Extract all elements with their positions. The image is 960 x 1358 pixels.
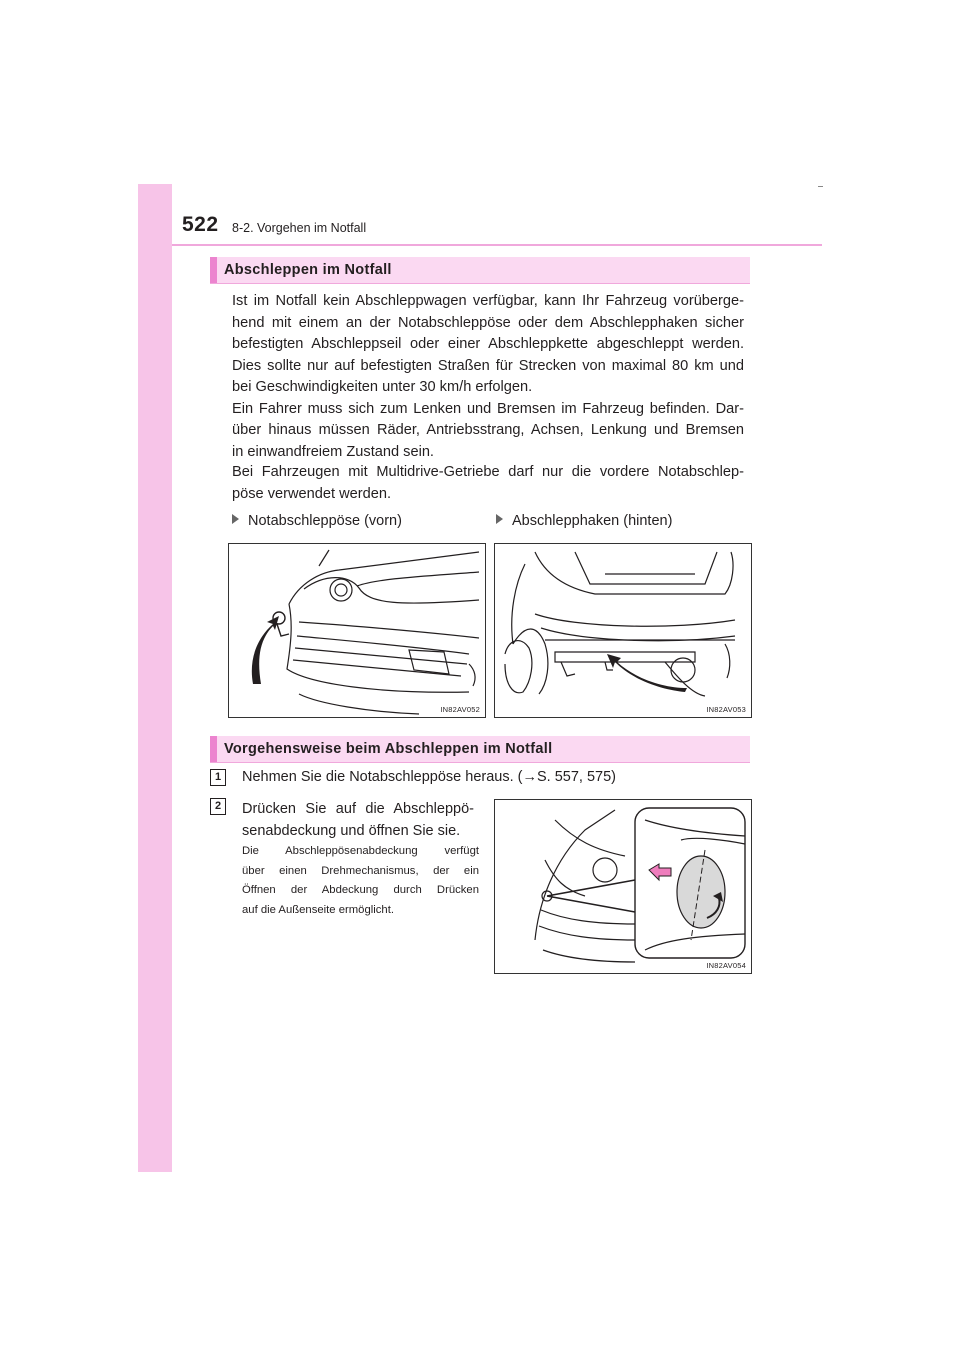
intro-paragraph	[232, 291, 744, 463]
step-1-text: Nehmen Sie die Notabschleppöse heraus. (→S. 557, 575)	[242, 769, 616, 785]
step-line: senabdeckung und öffnen Sie sie.	[242, 823, 461, 839]
paragraph-line: pöse verwendet werden.	[232, 485, 392, 502]
figure-code: IN82AV052	[440, 705, 480, 714]
step-number-1: 1	[210, 769, 226, 786]
figure-code: IN82AV054	[706, 961, 746, 970]
note-line: Die Abschleppösenabdeckung verfügt	[242, 845, 479, 857]
caption-rear	[496, 513, 672, 529]
caption-front-text: Notabschleppöse (vorn)	[248, 513, 402, 529]
triangle-bullet-icon	[232, 514, 239, 524]
crop-mark	[818, 186, 823, 187]
section-title: 8-2. Vorgehen im Notfall	[232, 221, 367, 235]
figure-code: IN82AV053	[706, 705, 746, 714]
figure-rear-towing-hook	[494, 543, 752, 718]
note-line: Öffnen der Abdeckung durch Drücken	[242, 884, 479, 896]
paragraph-line: befestigten Abschleppseil oder einer Abschleppkette abgeschleppt werden.	[232, 336, 744, 352]
section-header-abschleppen	[210, 257, 750, 284]
figure-front-towing-eyelet	[228, 543, 486, 718]
header-accent-bar	[210, 736, 217, 762]
paragraph-line: über hinaus müssen Räder, Antriebsstrang, Achsen, Lenkung und Bremsen	[232, 422, 744, 438]
header-rule	[172, 244, 822, 246]
paragraph-line: bei Geschwindigkeiten unter 30 km/h erfolgen.	[232, 379, 533, 395]
caption-rear-text: Abschlepphaken (hinten)	[512, 513, 673, 529]
cover-illustration	[495, 800, 751, 973]
rear-bumper-illustration	[495, 544, 751, 717]
header-accent-bar	[210, 257, 217, 283]
step-2-text	[242, 798, 474, 842]
front-bumper-illustration	[229, 544, 485, 717]
chapter-sidebar	[138, 184, 172, 1172]
triangle-bullet-icon	[496, 514, 503, 524]
section-header-vorgehensweise	[210, 736, 750, 763]
figure-cover-press	[494, 799, 752, 974]
page-number: 522	[182, 213, 219, 236]
paragraph-line: in einwandfreiem Zustand sein.	[232, 443, 434, 460]
note-line: über einen Drehmechanismus, der ein	[242, 864, 479, 877]
step-line: Drücken Sie auf die Abschleppö-	[242, 801, 474, 817]
paragraph-line: Ist im Notfall kein Abschleppwagen verfügbar, kann Ihr Fahrzeug vorüberge-	[232, 293, 744, 309]
step-2-note	[242, 842, 479, 920]
paragraph-line: Bei Fahrzeugen mit Multidrive-Getriebe darf nur die vordere Notabschlep-	[232, 464, 744, 480]
paragraph-line: Ein Fahrer muss sich zum Lenken und Bremsen im Fahrzeug befinden. Dar-	[232, 400, 744, 417]
note-line: auf die Außenseite ermöglicht.	[242, 903, 394, 916]
paragraph-line: Dies sollte nur auf befestigten Straßen für Strecken von maximal 80 km und	[232, 357, 744, 374]
section-header-title: Vorgehensweise beim Abschleppen im Notfall	[224, 741, 553, 757]
step-number-2: 2	[210, 798, 226, 815]
section-header-title: Abschleppen im Notfall	[224, 262, 392, 278]
multidrive-paragraph	[232, 462, 744, 505]
caption-front	[232, 513, 402, 529]
paragraph-line: hend mit einem an der Notabschleppöse oder dem Abschlepphaken sicher	[232, 314, 744, 331]
